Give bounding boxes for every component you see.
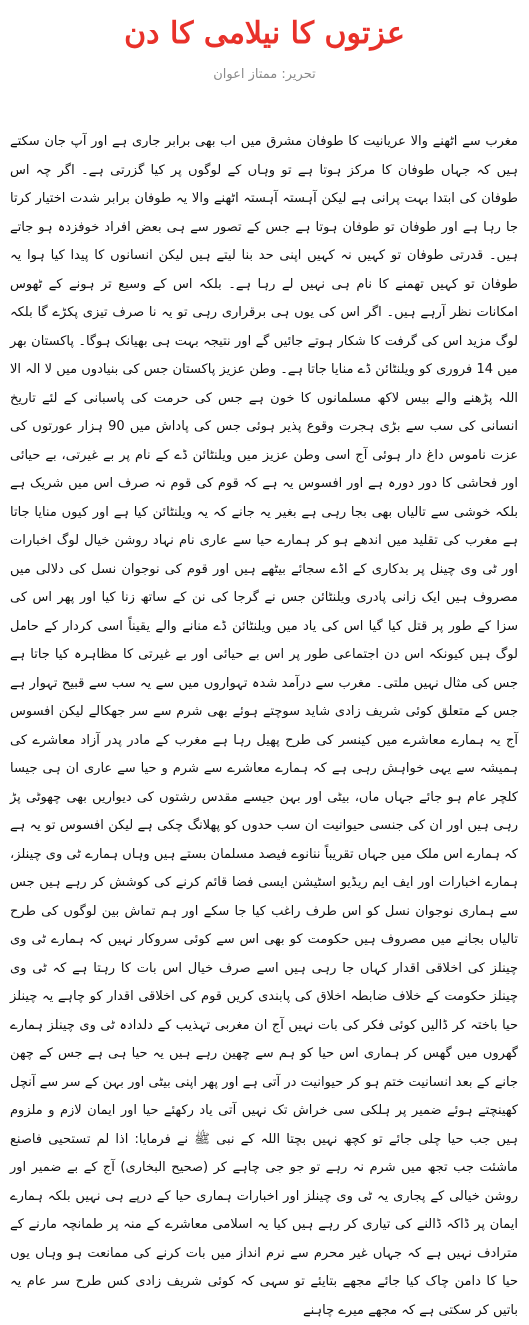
article-body: مغرب سے اٹھنے والا عریانیت کا طوفان مشرق میں اب بھی برابر جاری ہے اور آپ جان سکتے ہیں کہ جہاں طوفان کا مرکز ہوتا ہے تو وہاں کے لوگوں پر کیا گزرتی ہے۔ اگر چہ اس طوفان کی ابتدا بہت پرانی ہے لیکن آہستہ آہستہ اٹھنے والا یہ طوفان برابر شدت اختیار کرتا جا رہا ہے اور طوفان تو طوفان ہوتا ہے جس کے تصور سے ہی بعض افراد خوفزدہ ہو جاتے ہیں۔ قدرتی طوفان تو کہیں نہ کہیں اپنی حد بنا لیتے ہیں لیکن انسانوں کا پیدا کیا ہوا یہ طوفان تو کہیں تھمنے کا نام ہی نہیں لے رہا ہے۔ بلکہ اس کے وسیع تر ہونے کے ٹھوس امکانات نظر آرہے ہیں۔ اگر اس کی یوں ہی برقراری رہی تو یہ نا صرف تیزی پکڑے گا بلکہ لوگ مزید اس کی گرفت کا شکار ہوتے جائیں گے اور نتیجہ بہت ہی بھیانک ہوگا۔ پاکستان بھر میں 14 فروری کو ویلنٹائن ڈے منایا جاتا ہے۔ وطن عزیز پاکستان جس کی بنیادوں میں لا الہ الا اللہ پڑھنے والے بیس لاکھ مسلمانوں کا خون ہے جس کی حرمت کی پاسبانی کے لئے تاریخ انسانی کی سب سے بڑی ہجرت وقوع پذیر ہوئی جس کی پاداش میں 90 ہزار عورتوں کی عزت ناموس داغ دار ہوئی آج اسی وطن عزیز میں ویلنٹائن ڈے کے نام پر بے غیرتی، بے حیائی اور فحاشی کا دور دورہ ہے اور افسوس یہ ہے کہ قوم کی قوم نہ صرف اس میں شریک ہے بلکہ خوشی سے تالیاں بھی بجا رہی ہے بغیر یہ جانے کہ یہ ویلنٹائن کیا ہے اور کیوں منایا جاتا ہے مغرب کی تقلید میں اندھے ہو کر ہمارے حیا سے عاری نام نہاد روشن خیال لوگ اخبارات اور ٹی وی چینل پر بدکاری کے اڈے سجائے بیٹھے ہیں اور قوم کی نوجوان نسل کی دلالی میں مصروف ہیں ایک زانی پادری ویلنٹائن جس نے گرجا کی نن کے ساتھ زنا کیا اور پھر اس کی سزا کے طور پر قتل کیا گیا اس کی یاد میں ویلنٹائن ڈے منانے والے یقیناً اسی کردار کے حامل لوگ ہیں کیونکہ اس دن اجتماعی طور پر اس بے حیائی اور بے غیرتی کا مظاہرہ کیا جاتا ہے جس کی مثال نہیں ملتی۔ مغرب سے درآمد شدہ تہواروں میں سے یہ سب سے قبیح تہوار ہے جس کے متعلق کوئی شریف زادی شاید سوچتے ہوئے بھی شرم سے سر جھکالے لیکن افسوس آج یہ ہمارے معاشرے میں کینسر کی طرح پھیل رہا ہے مغرب کے مادر پدر آزاد معاشرے کی ہمیشہ سے یہی خواہش رہی ہے کہ ہمارے معاشرے سے شرم و حیا سے عاری ان ہی جیسا کلچر عام ہو جائے جہاں ماں، بیٹی اور بہن جیسے مقدس رشتوں کی دیواریں بھی چھوٹی پڑ رہی ہیں اور ان کی جنسی حیوانیت ان سب حدوں کو پھلانگ چکی ہے لیکن افسوس تو یہ ہے کہ ہمارے اس ملک میں جہاں تقریباً ننانوے فیصد مسلمان بستے ہیں وہاں ہمارے ٹی وی چینلز، ہمارے اخبارات اور ایف ایم ریڈیو اسٹیشن ایسی فضا قائم کرنے کی کوشش کر رہے ہیں جس سے ہماری نوجوان نسل کو اس طرف راغب کیا جا سکے اور ہم تماش بین لوگوں کی طرح تالیاں بجانے میں مصروف ہیں حکومت کو بھی اس سے کوئی سروکار نہیں کہ ہمارے ٹی وی چینلز کی اخلاقی اقدار کہاں جا رہی ہیں اسے صرف خیال اس بات کا رہتا ہے کہ ٹی وی چینلز حکومت کے خلاف ضابطہ اخلاق کی پابندی کریں قوم کی اخلاقی اقدار کو چاہے یہ چینلز حیا باختہ کر ڈالیں کوئی فکر کی بات نہیں آج ان مغربی تہذیب کے دلدادہ ٹی وی چینلز ہمارے گھروں میں گھس کر ہماری اس حیا کو ہم سے چھین رہے ہیں یہ حیا ہی ہے جس کے چھن جانے کے بعد انسانیت ختم ہو کر حیوانیت در آتی ہے اور پھر اپنی بیٹی اور بہن کے سر سے آنچل کھینچتے ہوئے ضمیر پر ہلکی سی خراش تک نہیں آتی یاد رکھئے حیا اور ایمان لازم و ملزوم ہیں جب حیا چلی جائے تو کچھ نہیں بچتا اللہ کے نبی ﷺ نے فرمایا: اذا لم تستحیی فاصنع ماشئت جب تجھ میں شرم نہ رہے تو جو جی چاہے کر (صحیح البخاری) آج کے بے ضمیر اور روشن خیالی کے پجاری یہ ٹی وی چینلز اور اخبارات ہماری حیا کے درپے ہی نہیں بلکہ ہمارے ایمان پر ڈاکہ ڈالنے کی تیاری کر رہے ہیں کیا یہ اسلامی معاشرے کے منہ پر طمانچہ مارنے کے مترادف نہیں ہے کہ جہاں غیر محرم سے نرم انداز میں بات کرنے کی ممانعت ہو وہاں یوں حیا کا دامن چاک کیا جائے مجھے بتایئے تو سہی کہ کوئی شریف زادی کس طرح سر عام یہ باتیں کر سکتی ہے کہ مجھے میرے چاہنے bbox=[10, 134, 518, 1318]
article-byline: تحریر: ممتاز اعوان bbox=[213, 67, 316, 82]
article-title: عزتوں کا نیلامی کا دن bbox=[124, 16, 405, 51]
